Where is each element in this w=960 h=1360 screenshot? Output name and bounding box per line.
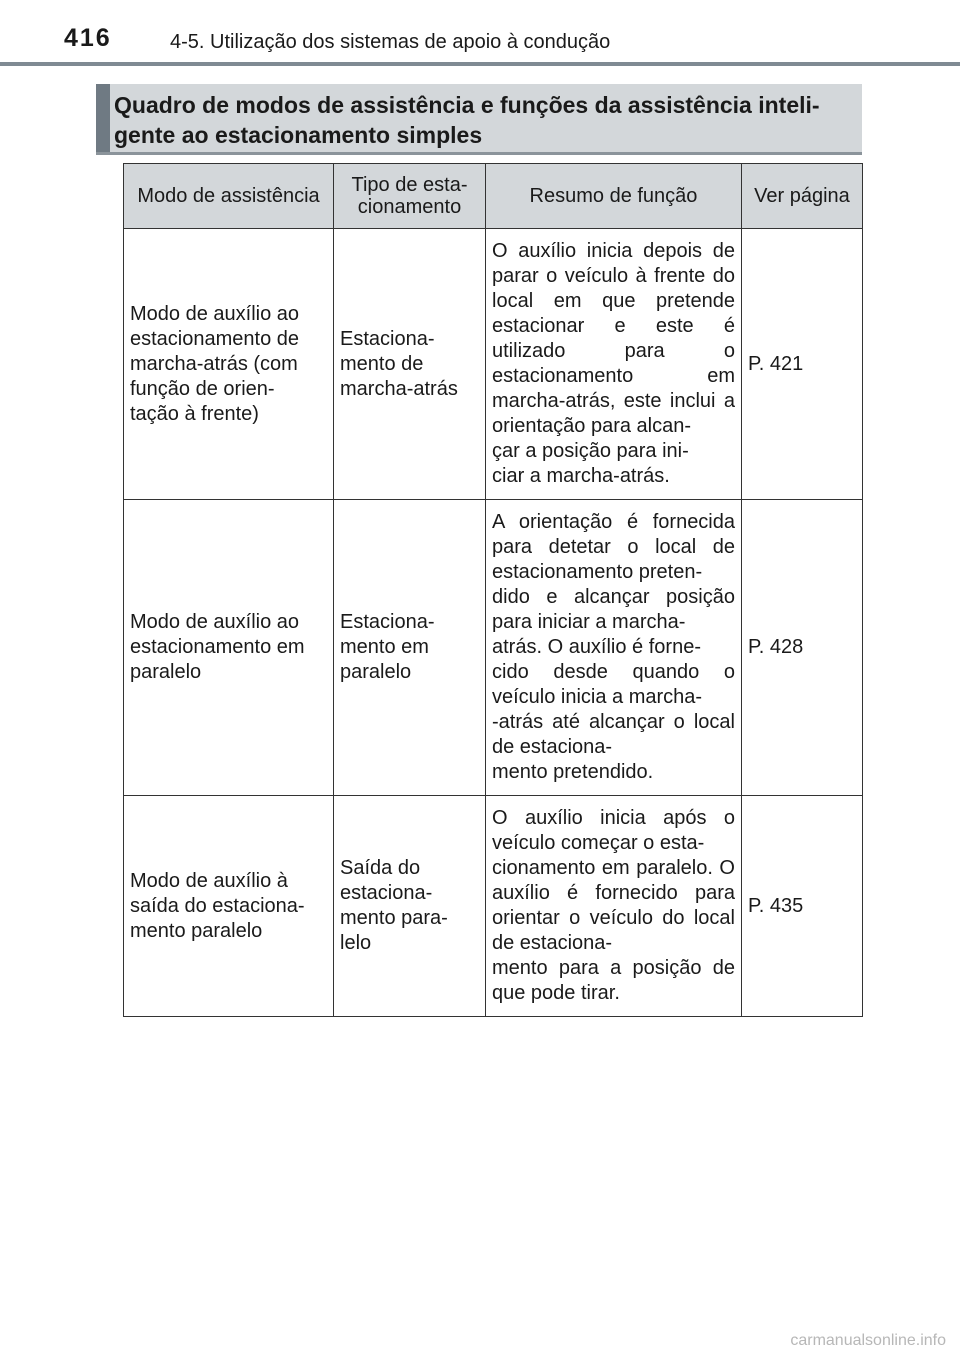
section-banner — [96, 84, 862, 155]
col-header-page: Ver página — [742, 164, 863, 229]
cell-type: Estaciona- mento de marcha-atrás — [334, 229, 486, 500]
header-rule — [0, 62, 960, 66]
cell-summary: A orientação é fornecida para detetar o local de estacionamento preten- dido e alcançar posição para iniciar a marcha- atrás. O auxílio é forne- cido desde quando o veículo inicia a marcha- -atrás até alcançar o local de estaciona- mento pretendido. — [486, 500, 742, 796]
section-title: 4-5. Utilização dos sistemas de apoio à condução — [170, 31, 611, 53]
col-header-summary: Resumo de função — [486, 164, 742, 229]
cell-summary: O auxílio inicia depois de parar o veículo à frente do local em que pretende estacionar e este é utilizado para o estacionamento em marcha-atrás, este inclui a orientação para alcan- çar a posição para ini- ciar a marcha-atrás. — [486, 229, 742, 500]
cell-page: P. 435 — [742, 796, 863, 1017]
table-header-row — [124, 164, 863, 229]
table-row — [124, 796, 863, 1017]
col-header-type: Tipo de esta- cionamento — [334, 164, 486, 229]
cell-page: P. 421 — [742, 229, 863, 500]
assist-modes-table — [123, 163, 863, 1017]
watermark: carmanualsonline.info — [790, 1332, 946, 1349]
banner-title: Quadro de modos de assistência e funções da assistência inteli- gente ao estacionamento simples — [114, 92, 820, 148]
cell-summary: O auxílio inicia após o veículo começar o esta- cionamento em paralelo. O auxílio é fornecido para orientar o veículo do local de estaciona- mento para a posição de que pode tirar. — [486, 796, 742, 1017]
cell-mode: Modo de auxílio ao estacionamento de marcha-atrás (com função de orien- tação à frente) — [124, 229, 334, 500]
cell-page: P. 428 — [742, 500, 863, 796]
page-header — [0, 0, 960, 70]
banner-accent — [96, 84, 110, 152]
cell-type: Estaciona- mento em paralelo — [334, 500, 486, 796]
page-number: 416 — [64, 24, 112, 52]
table-row — [124, 229, 863, 500]
cell-type: Saída do estaciona- mento para- lelo — [334, 796, 486, 1017]
cell-mode: Modo de auxílio à saída do estaciona- mento paralelo — [124, 796, 334, 1017]
table-row — [124, 500, 863, 796]
cell-mode: Modo de auxílio ao estacionamento em paralelo — [124, 500, 334, 796]
col-header-mode: Modo de assistência — [124, 164, 334, 229]
